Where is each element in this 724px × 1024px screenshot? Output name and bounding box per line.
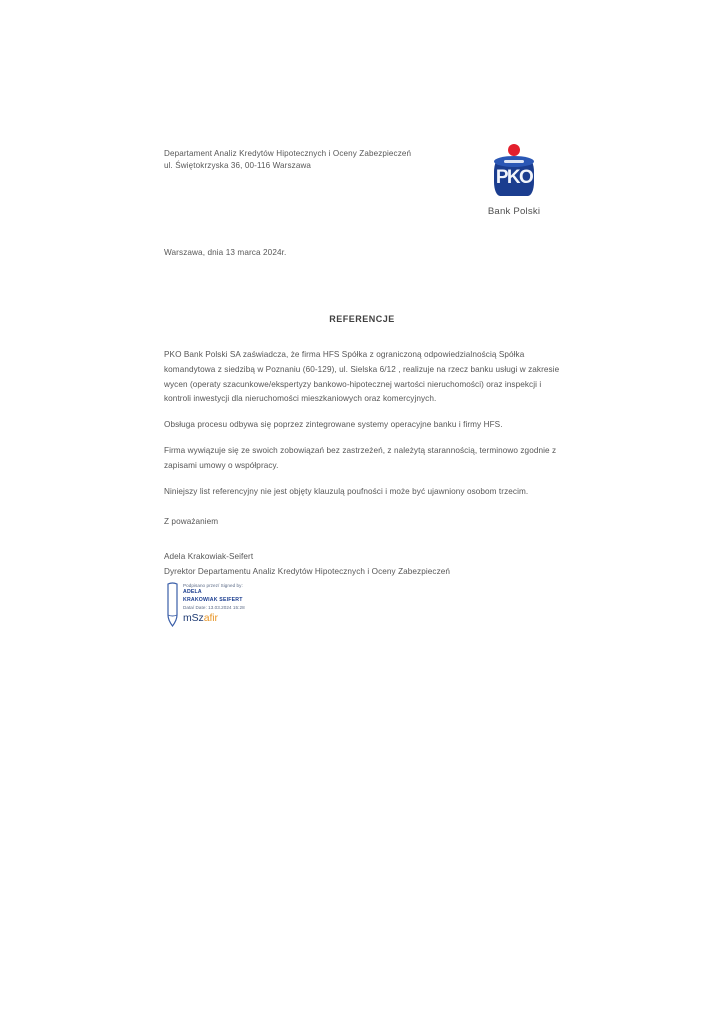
date-line: Warszawa, dnia 13 marca 2024r. [164,248,287,257]
logo-red-dot-icon [508,144,520,156]
body-paragraph: Firma wywiązuje się ze swoich zobowiązań bez zastrzeżeń, z należytą starannością, terminowo zgodnie z zapisami umowy o współpracy. [164,445,557,470]
logo-letters: PKO [495,167,533,188]
signature-date: Data/ Date: 13.03.2024 15:28 [183,604,245,610]
mszafir-logo-part1: mSz [183,611,204,624]
signatory-name: Adela Krakowiak-Seifert [164,552,254,561]
letterhead-department: Departament Analiz Kredytów Hipotecznych i Oceny Zabezpieczeń [164,149,412,158]
signature-details [183,582,245,624]
body-paragraph: Obsługa procesu odbywa się poprzez zintegrowane systemy operacyjne banku i firmy HFS. [164,420,503,430]
logo-caption: Bank Polski [487,206,541,217]
body-paragraph: Niniejszy list referencyjny nie jest objęty klauzulą poufności i może być ujawniony osobom trzecim. [164,486,529,496]
pen-icon [166,582,179,628]
letter-body [164,348,568,499]
mszafir-logo-part2: afir [203,611,218,624]
page-title: REFERENCJE [329,314,395,324]
closing-block [164,515,450,579]
signatory-role: Dyrektor Departamentu Analiz Kredytów Hipotecznych i Oceny Zabezpieczeń [164,566,451,576]
mszafir-logo [183,612,245,624]
signature-first-name: ADELA [183,589,202,596]
signature-prefix: Podpisano przez/ Signed by: [183,583,243,588]
pko-logo-mark [486,144,542,200]
bank-logo [468,144,560,217]
signature-last-name: KRAKOWIAK SEIFERT [183,596,243,603]
body-paragraph: PKO Bank Polski SA zaświadcza, że firma HFS Spółka z ograniczoną odpowiedzialnością Spółka komandytowa z siedzibą w Poznaniu (60-129), ul. Sielska 6/12 , realizuje na rzecz banku usługi w zakresie wycen (operaty szacunkowe/ekspertyzy bankowo-hipotecznej wartości nieruchomości) oraz inspekcji i kontroli inwestycji dla nieruchomości mieszkaniowych oraz komercyjnych. [164,350,560,404]
letterhead-address: ul. Świętokrzyska 36, 00-116 Warszawa [164,161,312,171]
closing-salutation: Z poważaniem [164,517,219,526]
logo-barrel-slot [504,160,524,163]
signatory-block [164,550,450,579]
electronic-signature-stamp [166,582,245,628]
